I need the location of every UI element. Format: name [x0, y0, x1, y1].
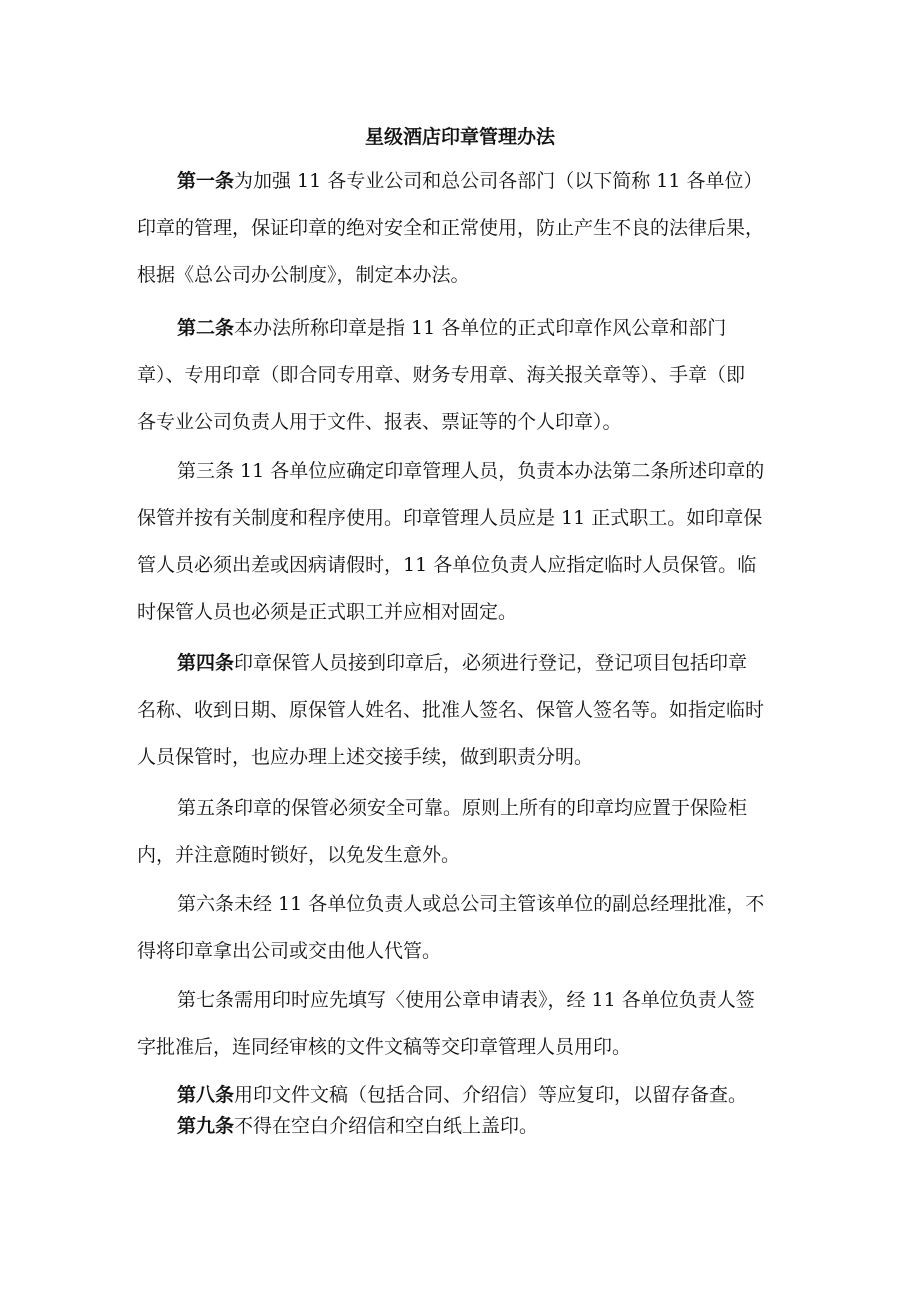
article-2-line-1	[177, 316, 797, 340]
article-2-text: 本办法所称印章是指 11 各单位的正式印章作风公章和部门	[234, 317, 727, 339]
article-3-line-4: 时保管人员也必须是正式职工并应相对固定。	[137, 601, 518, 623]
article-6-label: 第六条	[177, 893, 235, 915]
article-3-line-3: 管人员必须出差或因病请假时，11 各单位负责人应指定临时人员保管。临	[137, 554, 757, 576]
article-3-line-1	[177, 459, 797, 483]
article-9-label: 第九条	[177, 1115, 235, 1137]
article-7-line-2: 字批准后，连同经审核的文件文稿等交印章管理人员用印。	[137, 1036, 632, 1058]
article-5-text: 印章的保管必须安全可靠。原则上所有的印章均应置于保险柜	[234, 797, 748, 819]
article-6-text: 未经 11 各单位负责人或总公司主管该单位的副总经理批准，不	[234, 893, 765, 915]
article-2-line-2: 章）、专用印章（即合同专用章、财务专用章、海关报关章等）、手章（即	[137, 364, 746, 386]
article-6-line-2: 得将印章拿出公司或交由他人代管。	[137, 940, 442, 962]
article-3-line-2: 保管并按有关制度和程序使用。印章管理人员应是 11 正式职工。如印章保	[137, 507, 763, 529]
article-4-line-1	[177, 651, 797, 675]
article-7-label: 第七条	[177, 989, 235, 1011]
article-4-line-3: 人员保管时，也应办理上述交接手续，做到职责分明。	[137, 746, 594, 768]
article-9-line-1	[177, 1114, 797, 1138]
article-6-line-1	[177, 892, 797, 916]
article-7-text: 需用印时应先填写〈使用公章申请表》，经 11 各单位负责人签	[234, 989, 755, 1011]
article-4-label: 第四条	[177, 652, 235, 674]
article-9-text: 不得在空白介绍信和空白纸上盖印。	[234, 1115, 539, 1137]
article-8-line-1	[177, 1083, 797, 1107]
article-1-line-3: 根据《总公司办公制度》，制定本办法。	[137, 264, 470, 286]
article-1-text: 为加强 11 各专业公司和总公司各部门（以下简称 11 各单位）	[234, 170, 763, 192]
article-5-line-2: 内，并注意随时锁好，以免发生意外。	[137, 844, 461, 866]
article-1-line-1	[177, 169, 797, 193]
article-5-label: 第五条	[177, 797, 235, 819]
document-title: 星级酒店印章管理办法	[364, 126, 555, 148]
article-4-line-2: 名称、收到日期、原保管人姓名、批准人签名、保管人签名等。如指定临时	[137, 699, 765, 721]
article-7-line-1	[177, 988, 797, 1012]
article-4-text: 印章保管人员接到印章后，必须进行登记，登记项目包括印章	[234, 652, 748, 674]
article-3-text: 11 各单位应确定印章管理人员，负责本办法第二条所述印章的	[234, 460, 765, 482]
article-2-line-3: 各专业公司负责人用于文件、报表、票证等的个人印章）。	[137, 411, 622, 433]
article-2-label: 第二条	[177, 317, 235, 339]
article-5-line-1	[177, 796, 797, 820]
article-8-label: 第八条	[177, 1084, 235, 1106]
article-1-label: 第一条	[177, 170, 235, 192]
article-1-line-2: 印章的管理，保证印章的绝对安全和正常使用，防止产生不良的法律后果，	[137, 217, 765, 239]
article-8-text: 用印文件文稿（包括合同、介绍信）等应复印，以留存备查。	[234, 1084, 748, 1106]
article-3-label: 第三条	[177, 460, 235, 482]
